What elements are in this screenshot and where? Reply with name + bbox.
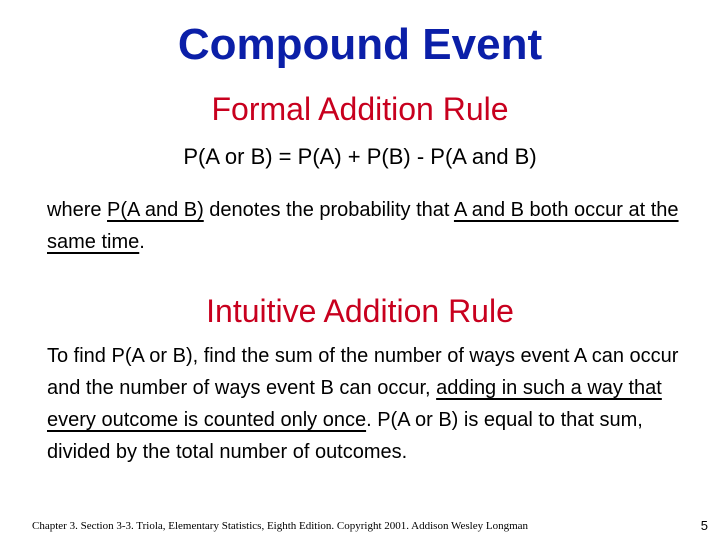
explanation-text: denotes the probability that [203, 199, 454, 221]
intuitive-underlined-phrase: adding in such a way that every outcome is counted only once [47, 377, 662, 431]
addition-formula: P(A or B) = P(A) + P(B) - P(A and B) [183, 144, 537, 169]
footer-citation: Chapter 3. Section 3-3. Triola, Elementary Statistics, Eighth Edition. Copyright 2001. Addison Wesley Longman [32, 520, 529, 532]
explanation-text: . [139, 231, 145, 253]
formal-rule-explanation [47, 194, 687, 258]
explanation-underlined-phrase: A and B both occur at the same time [47, 199, 679, 253]
slide-title: Compound Event [177, 20, 543, 69]
explanation-underlined-term: P(A and B) [107, 199, 204, 221]
explanation-text: where [47, 199, 108, 221]
intuitive-text: . P(A or B) is equal to that sum, divided by the total number of outcomes. [47, 409, 643, 463]
intuitive-rule-explanation [47, 340, 687, 468]
intuitive-rule-heading: Intuitive Addition Rule [206, 293, 514, 329]
page-number: 5 [700, 518, 708, 533]
intuitive-text: To find P(A or B), find the sum of the number of ways event A can occur and the number of ways event B can occur, [47, 345, 679, 399]
formal-rule-heading: Formal Addition Rule [211, 91, 509, 127]
